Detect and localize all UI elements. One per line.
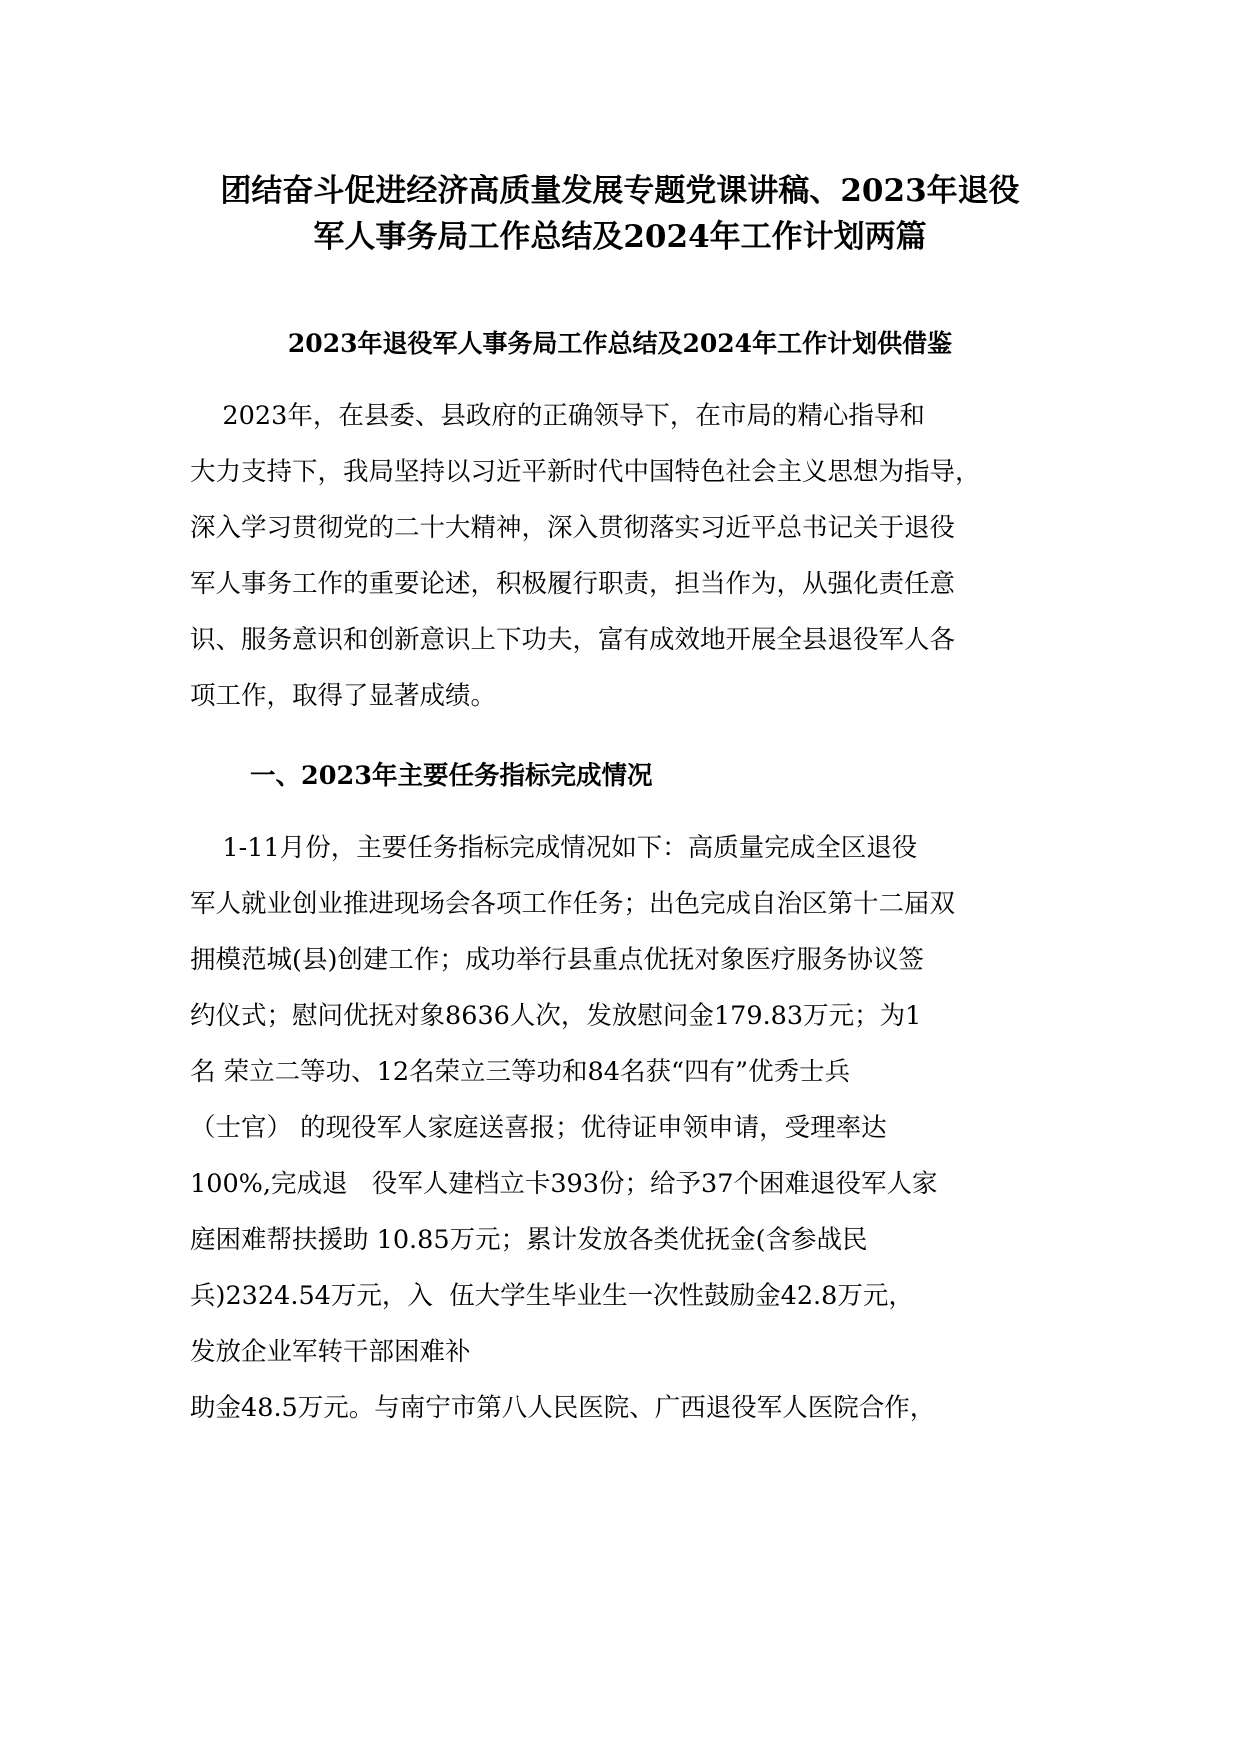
section-line-6: （士官） 的现役军人家庭送喜报；优待证申领申请，受理率达 [190, 1113, 887, 1143]
section-line-7: 100%,完成退 役军人建档立卡393份；给予37个困难退役军人家 [190, 1169, 938, 1199]
document-title [190, 168, 1050, 260]
intro-line-3: 深入学习贯彻党的二十大精神，深入贯彻落实习近平总书记关于退役 [190, 513, 956, 543]
intro-line-6: 项工作，取得了显著成绩。 [190, 681, 497, 711]
section-line-11: 助金48.5万元。与南宁市第八人民医院、广西退役军人医院合作， [190, 1393, 936, 1423]
section-line-10: 发放企业军转干部困难补 [190, 1337, 471, 1367]
section-line-1: 1-11月份，主要任务指标完成情况如下：高质量完成全区退役 [190, 833, 918, 863]
section-line-9: 兵)2324.54万元，入 伍大学生毕业生一次性鼓励金42.8万元， [190, 1281, 914, 1311]
intro-line-2: 大力支持下，我局坚持以习近平新时代中国特色社会主义思想为指导， [190, 457, 981, 487]
intro-line-4: 军人事务工作的重要论述，积极履行职责，担当作为，从强化责任意 [190, 569, 956, 599]
title-line-1: 团结奋斗促进经济高质量发展专题党课讲稿、2023年退役 [220, 173, 1020, 209]
section-line-2: 军人就业创业推进现场会各项工作任务；出色完成自治区第十二届双 [190, 889, 956, 919]
section-line-3: 拥模范城(县)创建工作；成功举行县重点优抚对象医疗服务协议签 [190, 945, 924, 975]
document-subtitle: 2023年退役军人事务局工作总结及2024年工作计划供借鉴 [287, 329, 953, 358]
intro-line-5: 识、服务意识和创新意识上下功夫，富有成效地开展全县退役军人各 [190, 625, 956, 655]
intro-line-1: 2023年，在县委、县政府的正确领导下，在市局的精心指导和 [190, 401, 925, 431]
section-heading: 一、2023年主要任务指标完成情况 [250, 761, 653, 791]
title-line-2: 军人事务局工作总结及2024年工作计划两篇 [313, 219, 927, 255]
section-line-4: 约仪式；慰问优抚对象8636人次，发放慰问金179.83万元；为1 [190, 1001, 922, 1031]
section-line-5: 名 荣立二等功、12名荣立三等功和84名获“四有”优秀士兵 [190, 1057, 851, 1087]
section-line-8: 庭困难帮扶援助 10.85万元；累计发放各类优抚金(含参战民 [190, 1225, 868, 1255]
